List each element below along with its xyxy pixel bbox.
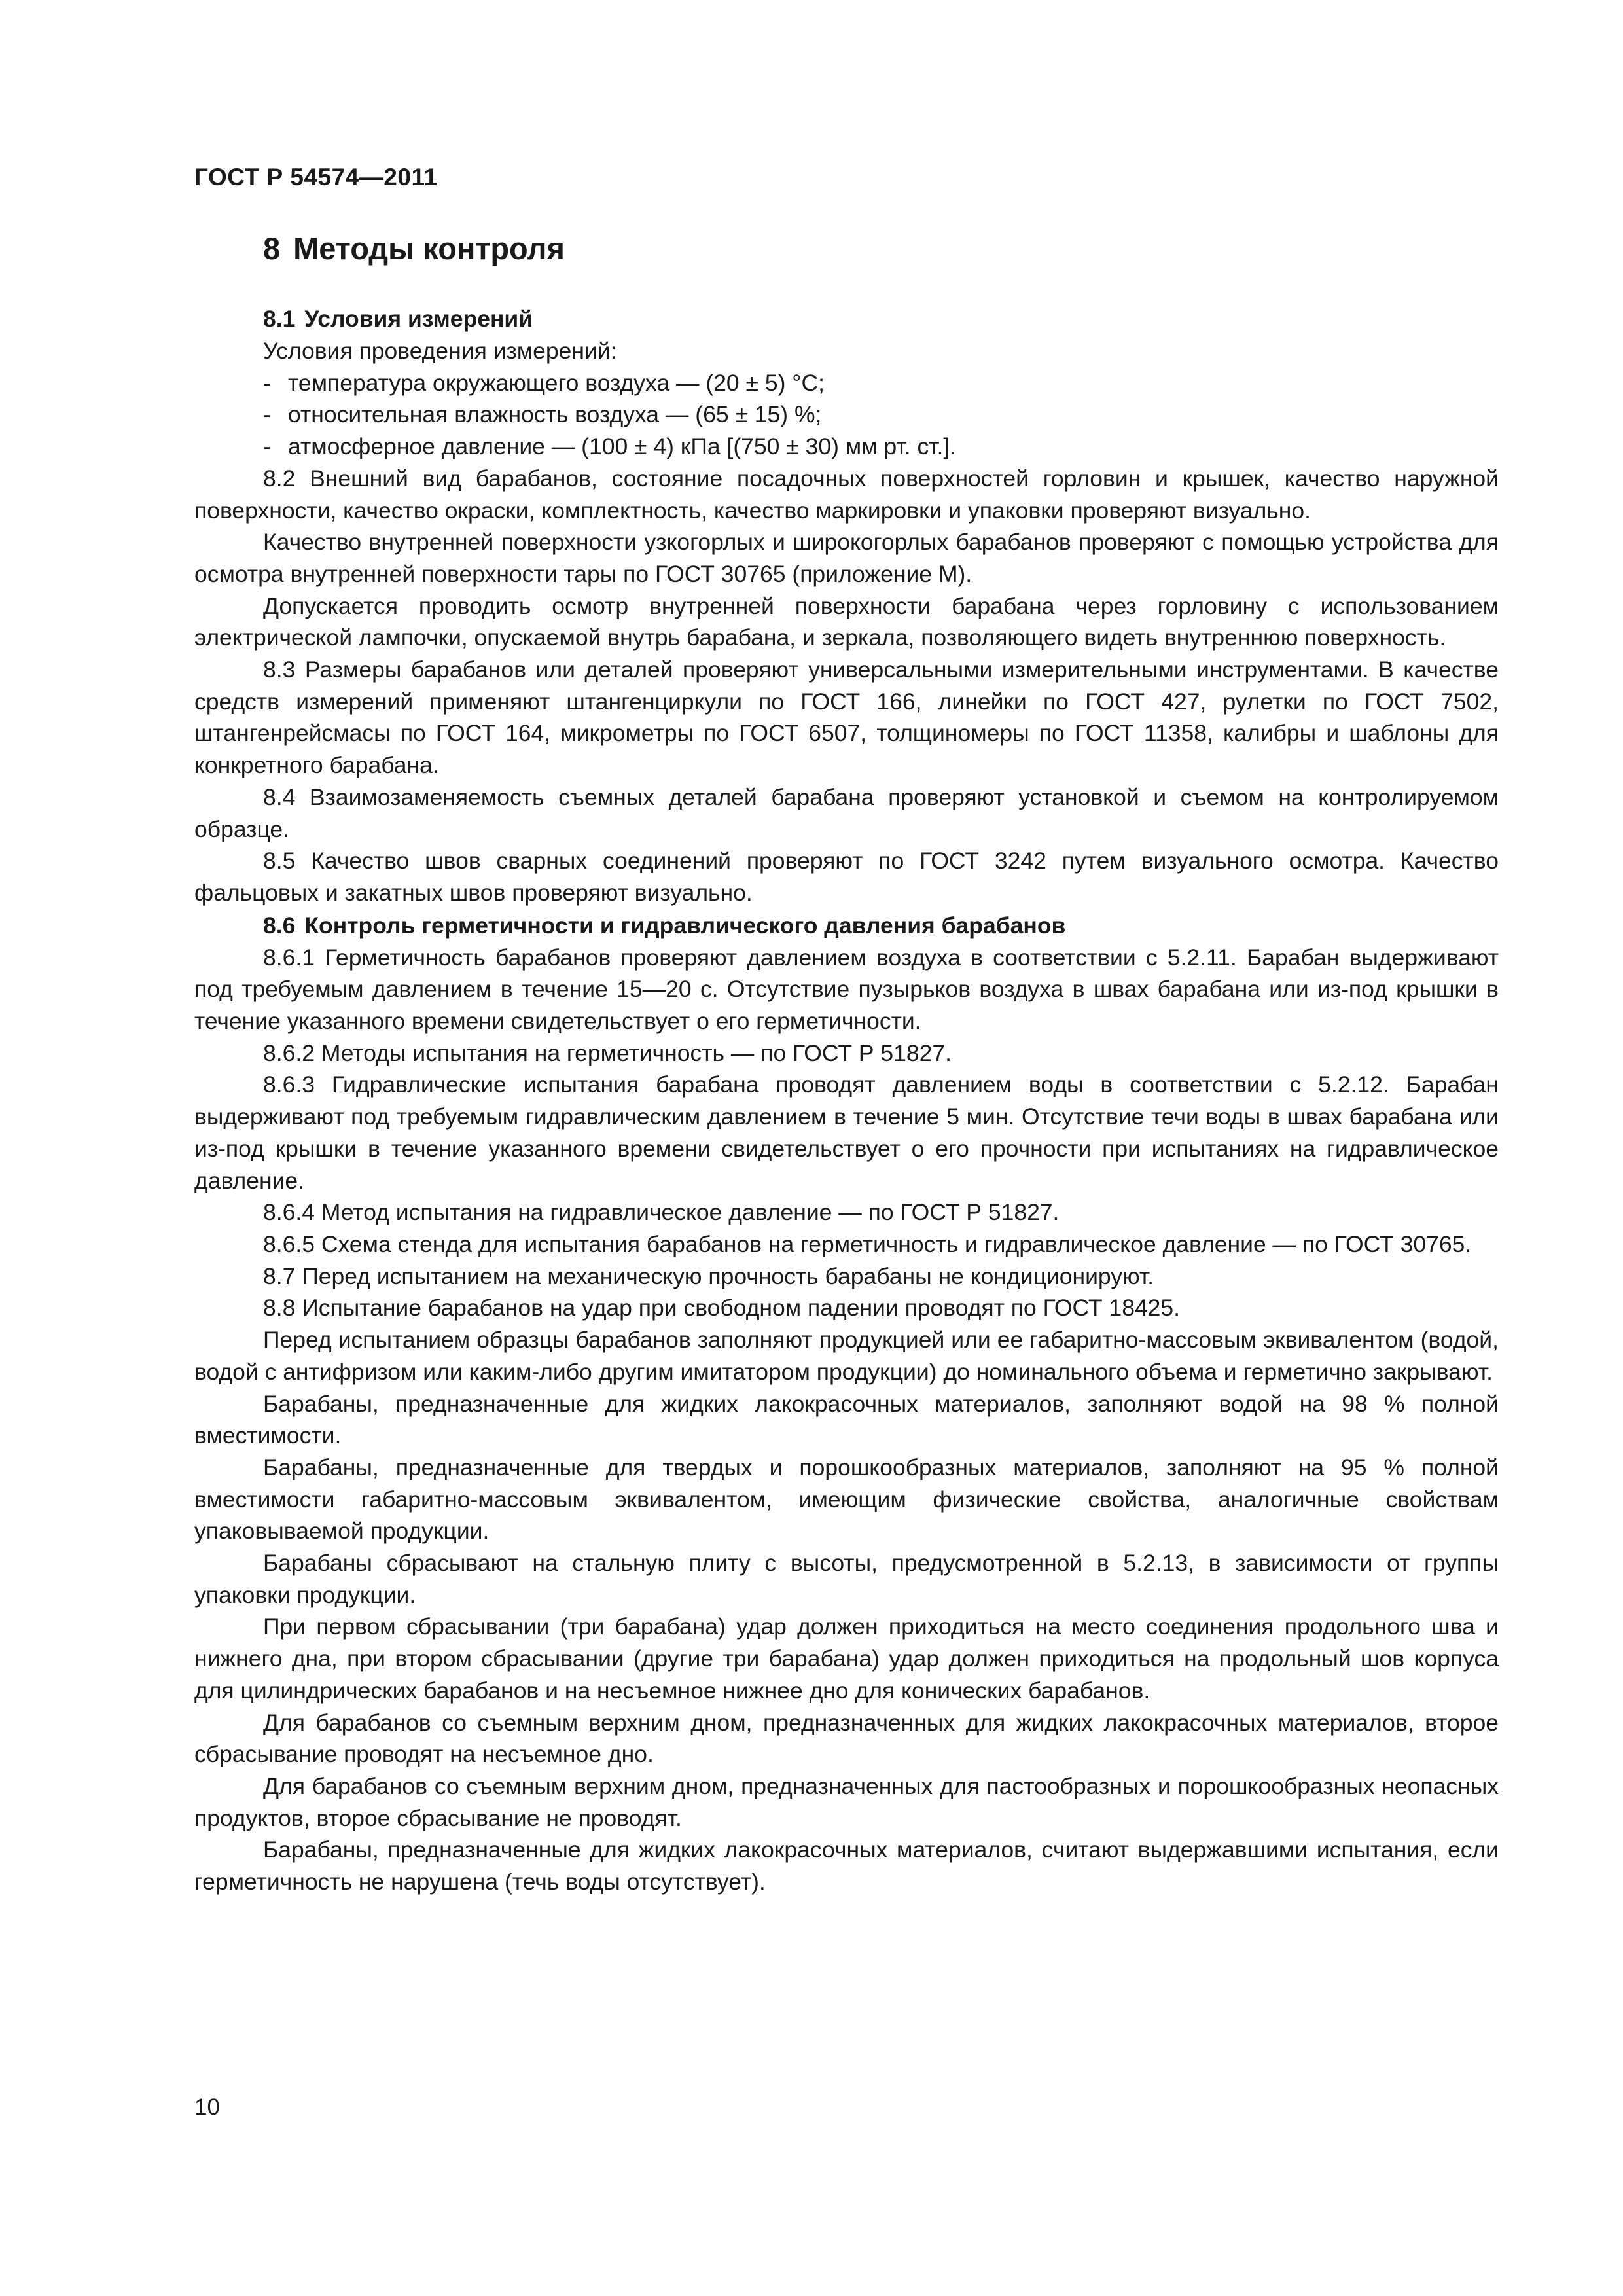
page-content (194, 229, 1499, 1898)
section-heading (194, 229, 1499, 268)
paragraph: 8.6.3 Гидравлические испытания барабана проводят давлением воды в соответствии с 5.2.12. Барабан выдерживают под требуемым гидравлическим давлением в течение 5 мин. Отсутствие течи воды в швах барабана или из-под крышки в течение указанного времени свидетельствует о его прочности при испытаниях на гидравлическое давление. (194, 1071, 1499, 1194)
paragraph: При первом сбрасывании (три барабана) удар должен приходиться на место соединения продольного шва и нижнего дна, при втором сбрасывании (другие три барабана) удар должен приходиться на продольный шов корпуса для цилиндрических барабанов и на несъемное нижнее дно для конических барабанов. (194, 1613, 1499, 1704)
paragraph: Барабаны сбрасывают на стальную плиту с высоты, предусмотренной в 5.2.13, в зависимости от группы упаковки продукции. (194, 1550, 1499, 1608)
paragraph: Для барабанов со съемным верхним дном, предназначенных для жидких лакокрасочных материалов, второе сбрасывание проводят на несъемное дно. (194, 1709, 1499, 1768)
subsection-heading-8-1 (194, 302, 1499, 335)
paragraph: Барабаны, предназначенные для жидких лакокрасочных материалов, заполняют водой на 98 % полной вместимости. (194, 1390, 1499, 1449)
condition-text: атмосферное давление — (100 ± 4) кПа [(750 ± 30) мм рт. ст.]. (288, 433, 957, 460)
paragraph: 8.6.1 Герметичность барабанов проверяют давлением воздуха в соответствии с 5.2.11. Барабан выдерживают под требуемым давлением в течение 15—20 с. Отсутствие пузырьков воздуха в швах барабана или из-под крышки в течение указанного времени свидетельствует о его герметичности. (194, 944, 1499, 1035)
paragraph: Допускается проводить осмотр внутренней поверхности барабана через горловину с использованием электрической лампочки, опускаемой внутрь барабана, и зеркала, позволяющего видеть внутреннюю поверхность. (194, 592, 1499, 651)
document-header-id: ГОСТ Р 54574—2011 (194, 164, 438, 190)
section-number: 8 (263, 231, 281, 266)
condition-item: - температура окружающего воздуха — (20 ± 5) °С; (263, 369, 825, 396)
subsection-number: 8.6 (263, 912, 296, 939)
condition-text: температура окружающего воздуха — (20 ± 5) °С; (288, 369, 825, 396)
paragraph: 8.6.4 Метод испытания на гидравлическое давление — по ГОСТ Р 51827. (263, 1199, 1060, 1226)
conditions-intro: Условия проведения измерений: (263, 338, 617, 364)
subsection-heading-8-6 (194, 909, 1499, 942)
paragraph: 8.3 Размеры барабанов или деталей проверяют универсальными измерительными инструментами. В качестве средств измерений применяют штангенциркули по ГОСТ 166, линейки по ГОСТ 427, рулетки по ГОСТ 7502, штангенрейсмасы по ГОСТ 164, микрометры по ГОСТ 6507, толщиномеры по ГОСТ 11358, калибры и шаблоны для конкретного барабана. (194, 656, 1499, 779)
paragraph: Перед испытанием образцы барабанов заполняют продукцией или ее габаритно-массовым эквивалентом (водой, водой с антифризом или каким-либо другим имитатором продукции) до номинального объема и герметично закрывают. (194, 1327, 1499, 1385)
subsection-title: Условия измерений (304, 306, 533, 332)
paragraph: 8.5 Качество швов сварных соединений проверяют по ГОСТ 3242 путем визуального осмотра. Качество фальцовых и закатных швов проверяют визуально. (194, 848, 1499, 906)
paragraph: Барабаны, предназначенные для твердых и порошкообразных материалов, заполняют на 95 % полной вместимости габаритно-массовым эквивалентом, имеющим физические свойства, аналогичные свойствам упаковываемой продукции. (194, 1454, 1499, 1545)
condition-item: - атмосферное давление — (100 ± 4) кПа [(750 ± 30) мм рт. ст.]. (263, 433, 957, 460)
section-title: Методы контроля (293, 231, 565, 266)
paragraph: Барабаны, предназначенные для жидких лакокрасочных материалов, считают выдержавшими испытания, если герметичность не нарушена (течь воды отсутствует). (194, 1837, 1499, 1895)
paragraph: 8.6.2 Методы испытания на герметичность — по ГОСТ Р 51827. (263, 1039, 952, 1066)
paragraph: 8.6.5 Схема стенда для испытания барабанов на герметичность и гидравлическое давление — по ГОСТ 30765. (263, 1230, 1472, 1257)
page-number: 10 (194, 2094, 220, 2120)
paragraph: Качество внутренней поверхности узкогорлых и широкогорлых барабанов проверяют с помощью устройства для осмотра внутренней поверхности тары по ГОСТ 30765 (приложение М). (194, 529, 1499, 587)
paragraph: 8.4 Взаимозаменяемость съемных деталей барабана проверяют установкой и съемом на контролируемом образце. (194, 783, 1499, 842)
condition-item: - относительная влажность воздуха — (65 ± 15) %; (263, 401, 822, 428)
paragraph: 8.2 Внешний вид барабанов, состояние посадочных поверхностей горловин и крышек, качество наружной поверхности, качество окраски, комплектность, качество маркировки и упаковки проверяют визуально. (194, 465, 1499, 524)
paragraph: 8.7 Перед испытанием на механическую прочность барабаны не кондиционируют. (263, 1263, 1154, 1289)
subsection-number: 8.1 (263, 306, 296, 332)
condition-text: относительная влажность воздуха — (65 ± 15) %; (288, 401, 822, 428)
paragraph: 8.8 Испытание барабанов на удар при свободном падении проводят по ГОСТ 18425. (263, 1295, 1181, 1321)
paragraph: Для барабанов со съемным верхним дном, предназначенных для пастообразных и порошкообразных неопасных продуктов, второе сбрасывание не проводят. (194, 1772, 1499, 1831)
subsection-title: Контроль герметичности и гидравлического давления барабанов (304, 912, 1066, 939)
